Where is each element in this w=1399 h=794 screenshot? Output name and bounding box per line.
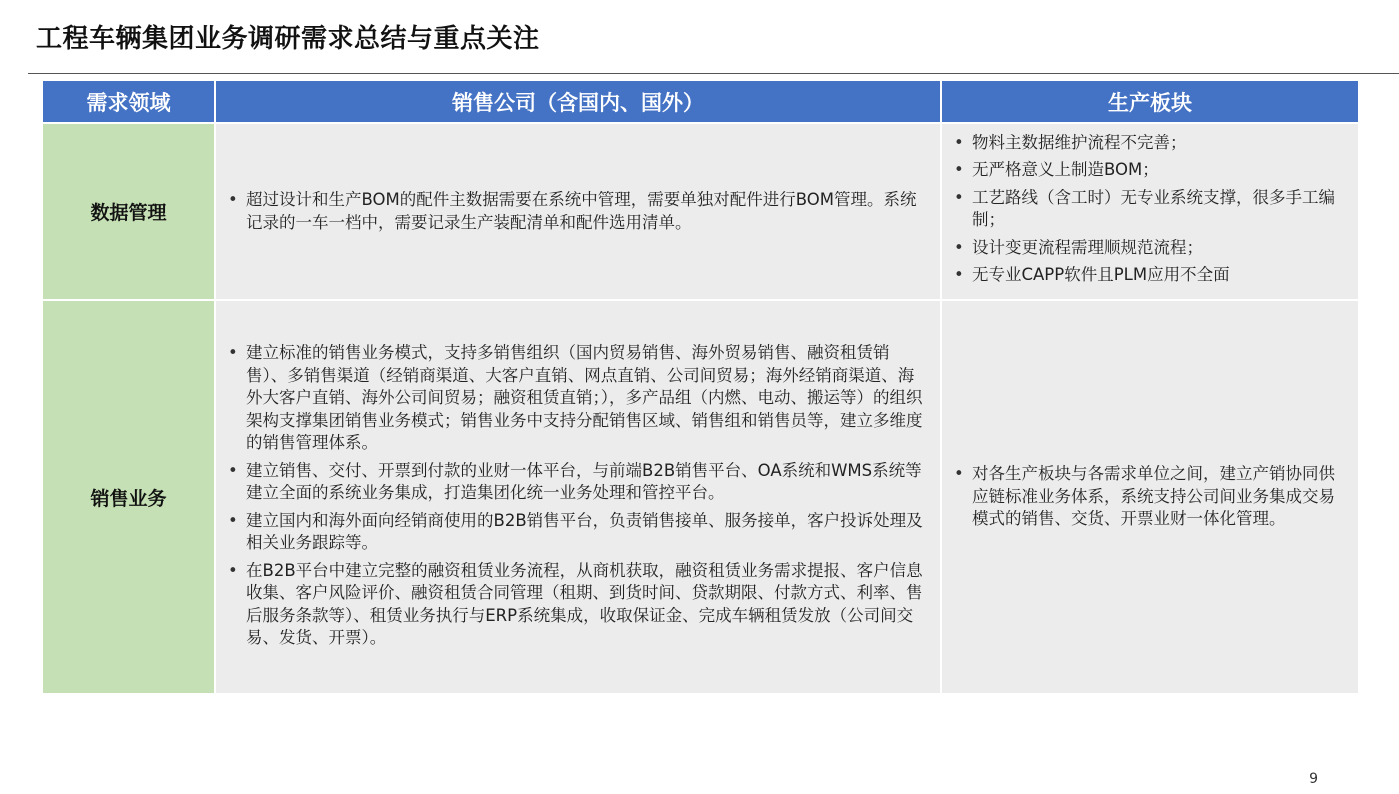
list-item: • 设计变更流程需理顺规范流程； bbox=[954, 237, 1348, 260]
category-sales-business: 销售业务 bbox=[42, 300, 215, 694]
bullet-list bbox=[216, 342, 940, 650]
header-domain: 需求领域 bbox=[42, 80, 215, 123]
page-number: 9 bbox=[1309, 771, 1318, 787]
production-cell-data-management bbox=[941, 123, 1359, 300]
table-header-row bbox=[42, 80, 1359, 123]
bullet-list bbox=[216, 189, 940, 234]
slide-title: 工程车辆集团业务调研需求总结与重点关注 bbox=[36, 24, 540, 54]
list-item: • 工艺路线（含工时）无专业系统支撑，很多手工编制； bbox=[954, 187, 1348, 232]
table-row bbox=[42, 300, 1359, 694]
production-cell-sales-business bbox=[941, 300, 1359, 694]
bullet-list bbox=[942, 132, 1358, 287]
list-item: • 物料主数据维护流程不完善； bbox=[954, 132, 1348, 155]
list-item: • 无严格意义上制造BOM； bbox=[954, 159, 1348, 182]
list-item: • 建立销售、交付、开票到付款的业财一体平台，与前端B2B销售平台、OA系统和WMS系统等建立全面的系统业务集成，打造集团化统一业务处理和管控平台。 bbox=[228, 460, 930, 505]
category-data-management: 数据管理 bbox=[42, 123, 215, 300]
bullet-list bbox=[942, 463, 1358, 531]
sales-cell-sales-business bbox=[215, 300, 941, 694]
sales-cell-data-management bbox=[215, 123, 941, 300]
header-production: 生产板块 bbox=[941, 80, 1359, 123]
list-item: • 无专业CAPP软件且PLM应用不全面 bbox=[954, 264, 1348, 287]
list-item: • 建立标准的销售业务模式，支持多销售组织（国内贸易销售、海外贸易销售、融资租赁销售）、多销售渠道（经销商渠道、大客户直销、网点直销、公司间贸易；海外经销商渠道、海外大客户直销、海外公司间贸易；融资租赁直销；），多产品组（内燃、电动、搬运等）的组织架构支撑集团销售业务模式；销售业务中支持分配销售区域、销售组和销售员等，建立多维度的销售管理体系。 bbox=[228, 342, 930, 455]
list-item: • 对各生产板块与各需求单位之间，建立产销协同供应链标准业务体系，系统支持公司间业务集成交易模式的销售、交货、开票业财一体化管理。 bbox=[954, 463, 1348, 531]
list-item: • 超过设计和生产BOM的配件主数据需要在系统中管理，需要单独对配件进行BOM管理。系统记录的一车一档中，需要记录生产装配清单和配件选用清单。 bbox=[228, 189, 930, 234]
title-divider bbox=[28, 73, 1399, 74]
table-row bbox=[42, 123, 1359, 300]
list-item: • 建立国内和海外面向经销商使用的B2B销售平台，负责销售接单、服务接单，客户投诉处理及相关业务跟踪等。 bbox=[228, 510, 930, 555]
list-item: • 在B2B平台中建立完整的融资租赁业务流程，从商机获取，融资租赁业务需求提报、客户信息收集、客户风险评价、融资租赁合同管理（租期、到货时间、贷款期限、付款方式、利率、售后服务条款等）、租赁业务执行与ERP系统集成，收取保证金、完成车辆租赁发放（公司间交易、发货、开票）。 bbox=[228, 560, 930, 650]
header-sales-company: 销售公司（含国内、国外） bbox=[215, 80, 941, 123]
requirements-table bbox=[41, 79, 1360, 695]
